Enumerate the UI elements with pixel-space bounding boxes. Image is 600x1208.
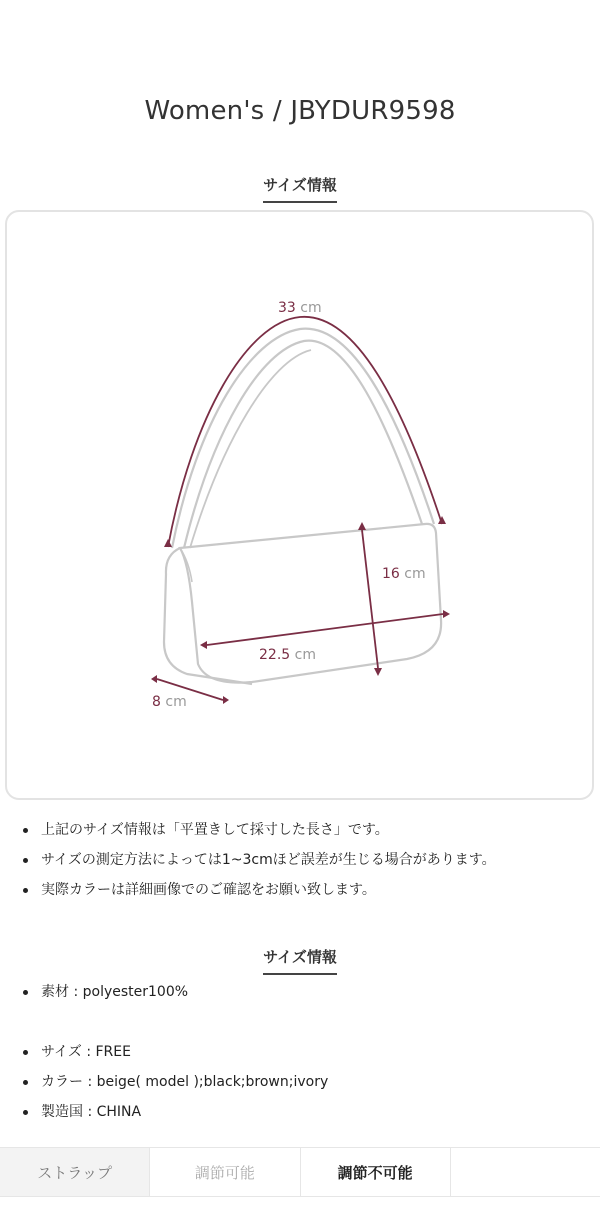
strap-option-fixed: 調節不可能 xyxy=(301,1148,451,1196)
info-section-heading-text: サイズ情報 xyxy=(263,946,337,975)
size-item: サイズ : FREE xyxy=(22,1037,592,1067)
page-title: Women's / JBYDUR9598 xyxy=(144,96,456,126)
strap-outer-outline xyxy=(172,329,434,548)
strap-table-label: ストラップ xyxy=(0,1148,150,1196)
strap-table xyxy=(0,1147,600,1197)
height-measure-label xyxy=(382,566,426,582)
strap-unit: cm xyxy=(300,300,322,316)
width-arrow-left xyxy=(200,641,207,649)
strap-inner-outline xyxy=(184,341,422,548)
width-arrow-right xyxy=(443,610,450,618)
strap-value: 33 xyxy=(278,300,296,316)
size-notes-list xyxy=(22,815,592,905)
note-item: 実際カラーは詳細画像でのご確認をお願い致します。 xyxy=(22,875,592,905)
strap-measure-label xyxy=(278,300,322,316)
color-item: カラー : beige( model );black;brown;ivory xyxy=(22,1067,592,1097)
strap-table-empty-cell xyxy=(451,1148,600,1196)
size-section-heading-text: サイズ情報 xyxy=(263,174,337,203)
bag-side-outline xyxy=(164,548,252,684)
width-measure-line xyxy=(207,614,443,645)
size-section-heading xyxy=(0,174,600,203)
strap-option-adjustable: 調節可能 xyxy=(150,1148,300,1196)
note-item: 上記のサイズ情報は「平置きして採寸した長さ」です。 xyxy=(22,815,592,845)
height-arrow-bottom xyxy=(374,668,382,676)
depth-value: 8 xyxy=(152,694,161,710)
strap-arrow-left xyxy=(164,539,172,547)
width-measure-label xyxy=(259,647,316,663)
info-section-heading xyxy=(0,946,600,975)
strap-fold-outline xyxy=(190,350,311,548)
height-measure-line xyxy=(362,530,378,668)
note-item: サイズの測定方法によっては1~3cmほど誤差が生じる場合があります。 xyxy=(22,845,592,875)
depth-unit: cm xyxy=(165,694,187,710)
depth-arrow-right xyxy=(223,696,229,704)
origin-item: 製造国 : CHINA xyxy=(22,1097,592,1127)
width-value: 22.5 xyxy=(259,647,291,663)
material-list xyxy=(22,977,592,1007)
depth-arrow-left xyxy=(151,675,157,683)
product-info-list xyxy=(22,1037,592,1127)
height-arrow-top xyxy=(358,522,366,530)
size-diagram xyxy=(5,210,594,800)
width-unit: cm xyxy=(294,647,316,663)
height-unit: cm xyxy=(404,566,426,582)
material-item: 素材 : polyester100% xyxy=(22,977,592,1007)
depth-measure-label xyxy=(152,694,187,710)
height-value: 16 xyxy=(382,566,400,582)
